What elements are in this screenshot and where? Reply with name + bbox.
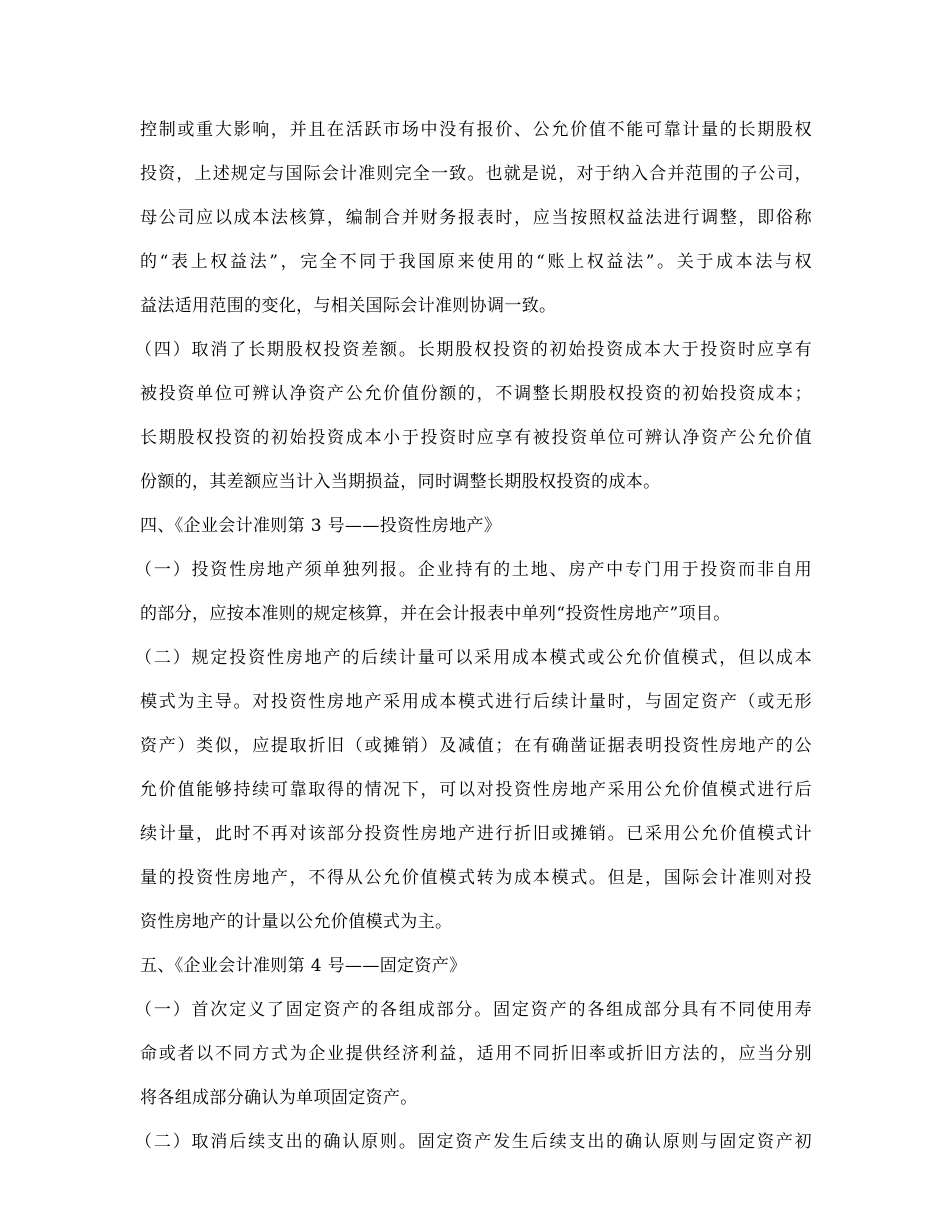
text-line: 投资，上述规定与国际会计准则完全一致。也就是说，对于纳入合并范围的子公司，: [140, 164, 812, 184]
text-line: （四）取消了长期股权投资差额。长期股权投资的初始投资成本大于投资时应享有: [135, 340, 812, 360]
text-line: 将各组成部分确认为单项固定资产。: [140, 1088, 418, 1108]
section-heading: 四、《企业会计准则第 3 号——投资性房地产》: [140, 516, 502, 536]
text-line: 续计量，此时不再对该部分投资性房地产进行折旧或摊销。已采用公允价值模式计: [140, 824, 812, 844]
text-line: 益法适用范围的变化，与相关国际会计准则协调一致。: [140, 296, 557, 316]
text-line: 允价值能够持续可靠取得的情况下，可以对投资性房地产采用公允价值模式进行后: [140, 780, 812, 800]
text-line: （二）取消后续支出的确认原则。固定资产发生后续支出的确认原则与固定资产初: [135, 1132, 812, 1152]
text-line: 命或者以不同方式为企业提供经济利益，适用不同折旧率或折旧方法的，应当分别: [140, 1044, 812, 1064]
text-line: （二）规定投资性房地产的后续计量可以采用成本模式或公允价值模式，但以成本: [135, 648, 812, 668]
text-line: 的“表上权益法”，完全不同于我国原来使用的“账上权益法”。关于成本法与权: [140, 252, 812, 272]
document-body: [135, 108, 812, 1164]
text-line: 长期股权投资的初始投资成本小于投资时应享有被投资单位可辨认净资产公允价值: [140, 428, 812, 448]
text-line: 母公司应以成本法核算，编制合并财务报表时，应当按照权益法进行调整，即俗称: [140, 208, 812, 228]
text-line: 资产）类似，应提取折旧（或摊销）及减值；在有确凿证据表明投资性房地产的公: [140, 736, 812, 756]
section-heading: 五、《企业会计准则第 4 号——固定资产》: [140, 956, 467, 976]
text-line: 份额的，其差额应当计入当期损益，同时调整长期股权投资的成本。: [140, 472, 661, 492]
text-line: 量的投资性房地产，不得从公允价值模式转为成本模式。但是，国际会计准则对投: [140, 868, 812, 888]
text-line: （一）投资性房地产须单独列报。企业持有的土地、房产中专门用于投资而非自用: [135, 560, 812, 580]
text-line: 被投资单位可辨认净资产公允价值份额的，不调整长期股权投资的初始投资成本；: [140, 384, 812, 404]
text-line: 模式为主导。对投资性房地产采用成本模式进行后续计量时，与固定资产（或无形: [140, 692, 812, 712]
text-line: （一）首次定义了固定资产的各组成部分。固定资产的各组成部分具有不同使用寿: [135, 1000, 812, 1020]
text-line: 资性房地产的计量以公允价值模式为主。: [140, 912, 453, 932]
text-line: 控制或重大影响，并且在活跃市场中没有报价、公允价值不能可靠计量的长期股权: [140, 120, 812, 140]
text-line: 的部分，应按本准则的规定核算，并在会计报表中单列“投资性房地产”项目。: [140, 604, 731, 624]
